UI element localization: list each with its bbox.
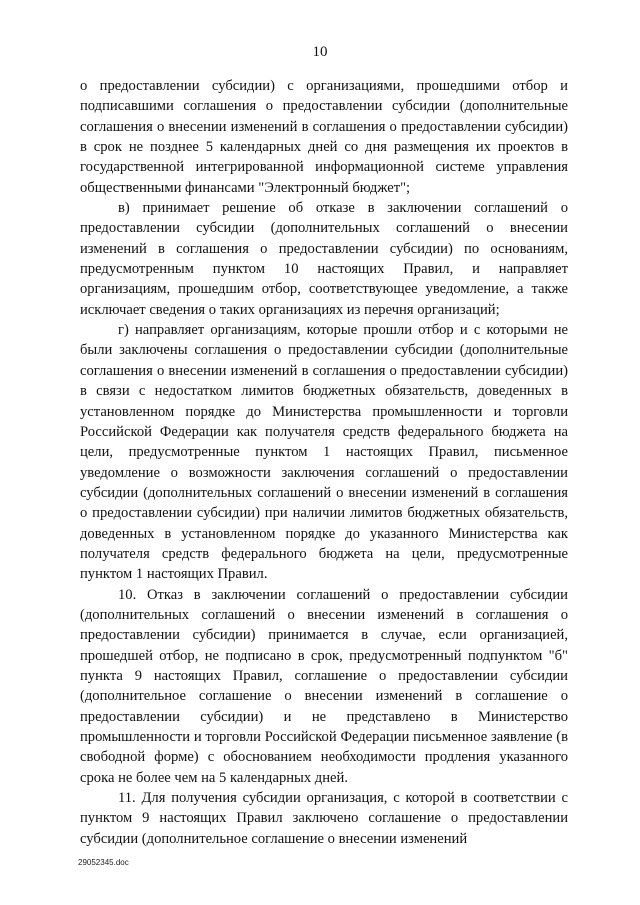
page-number: 10 <box>312 44 328 60</box>
paragraph-item-g: г) направляет организациям, которые прошли отбор и с которыми не были заключены соглашения о предоставлении субсидии (дополнительные соглашения о внесении изменений в соглашения о предоставлении субсидии) в связи с недостатком лимитов бюджетных обязательств, доведенных в установленном порядке до Министерства промышленности и торговли Российской Федерации как получателя средств федерального бюджета на цели, предусмотренные пунктом 1 настоящих Правил, письменное уведомление о возможности заключения соглашений о предоставлении субсидии (дополнительных соглашений о внесении изменений в соглашения о предоставлении субсидии) при наличии лимитов бюджетных обязательств, доведенных в установленном порядке до указанного Министерства как получателя средств федерального бюджета на цели, предусмотренные пунктом 1 настоящих Правил. <box>80 322 568 583</box>
document-code: 29052345.doc <box>78 858 129 867</box>
document-body <box>80 76 568 849</box>
paragraph-item-v: в) принимает решение об отказе в заключении соглашений о предоставлении субсидии (дополнительных соглашений о внесении изменений в соглашения о предоставлении субсидии) по основаниям, предусмотренным пунктом 10 настоящих Правил, и направляет организациям, прошедшим отбор, соответствующее уведомление, а также исключает сведения о таких организациях из перечня организаций; <box>80 200 568 318</box>
paragraph-clause-10: 10. Отказ в заключении соглашений о предоставлении субсидии (дополнительных соглашений о внесении изменений в соглашения о предоставлении субсидии) принимается в случае, если организацией, прошедшей отбор, не подписано в срок, предусмотренный подпунктом "б" пункта 9 настоящих Правил, соглашение о предоставлении субсидии (дополнительное соглашение о внесении изменений в соглашение о предоставлении субсидии) и не представлено в Министерство промышленности и торговли Российской Федерации письменное заявление (в свободной форме) с обоснованием необходимости продления указанного срока не более чем на 5 календарных дней. <box>80 586 568 786</box>
paragraph-continuation: о предоставлении субсидии) с организациями, прошедшими отбор и подписавшими соглашения о предоставлении субсидии (дополнительные соглашения о внесении изменений в соглашения о предоставлении субсидии) в срок не позднее 5 календарных дней со дня размещения их проектов в государственной интегрированной информационной системе управления общественными финансами "Электронный бюджет"; <box>80 78 568 196</box>
paragraph-clause-11: 11. Для получения субсидии организация, с которой в соответствии с пунктом 9 настоящих Правил заключено соглашение о предоставлении субсидии (дополнительное соглашение о внесении изменений <box>80 790 568 847</box>
